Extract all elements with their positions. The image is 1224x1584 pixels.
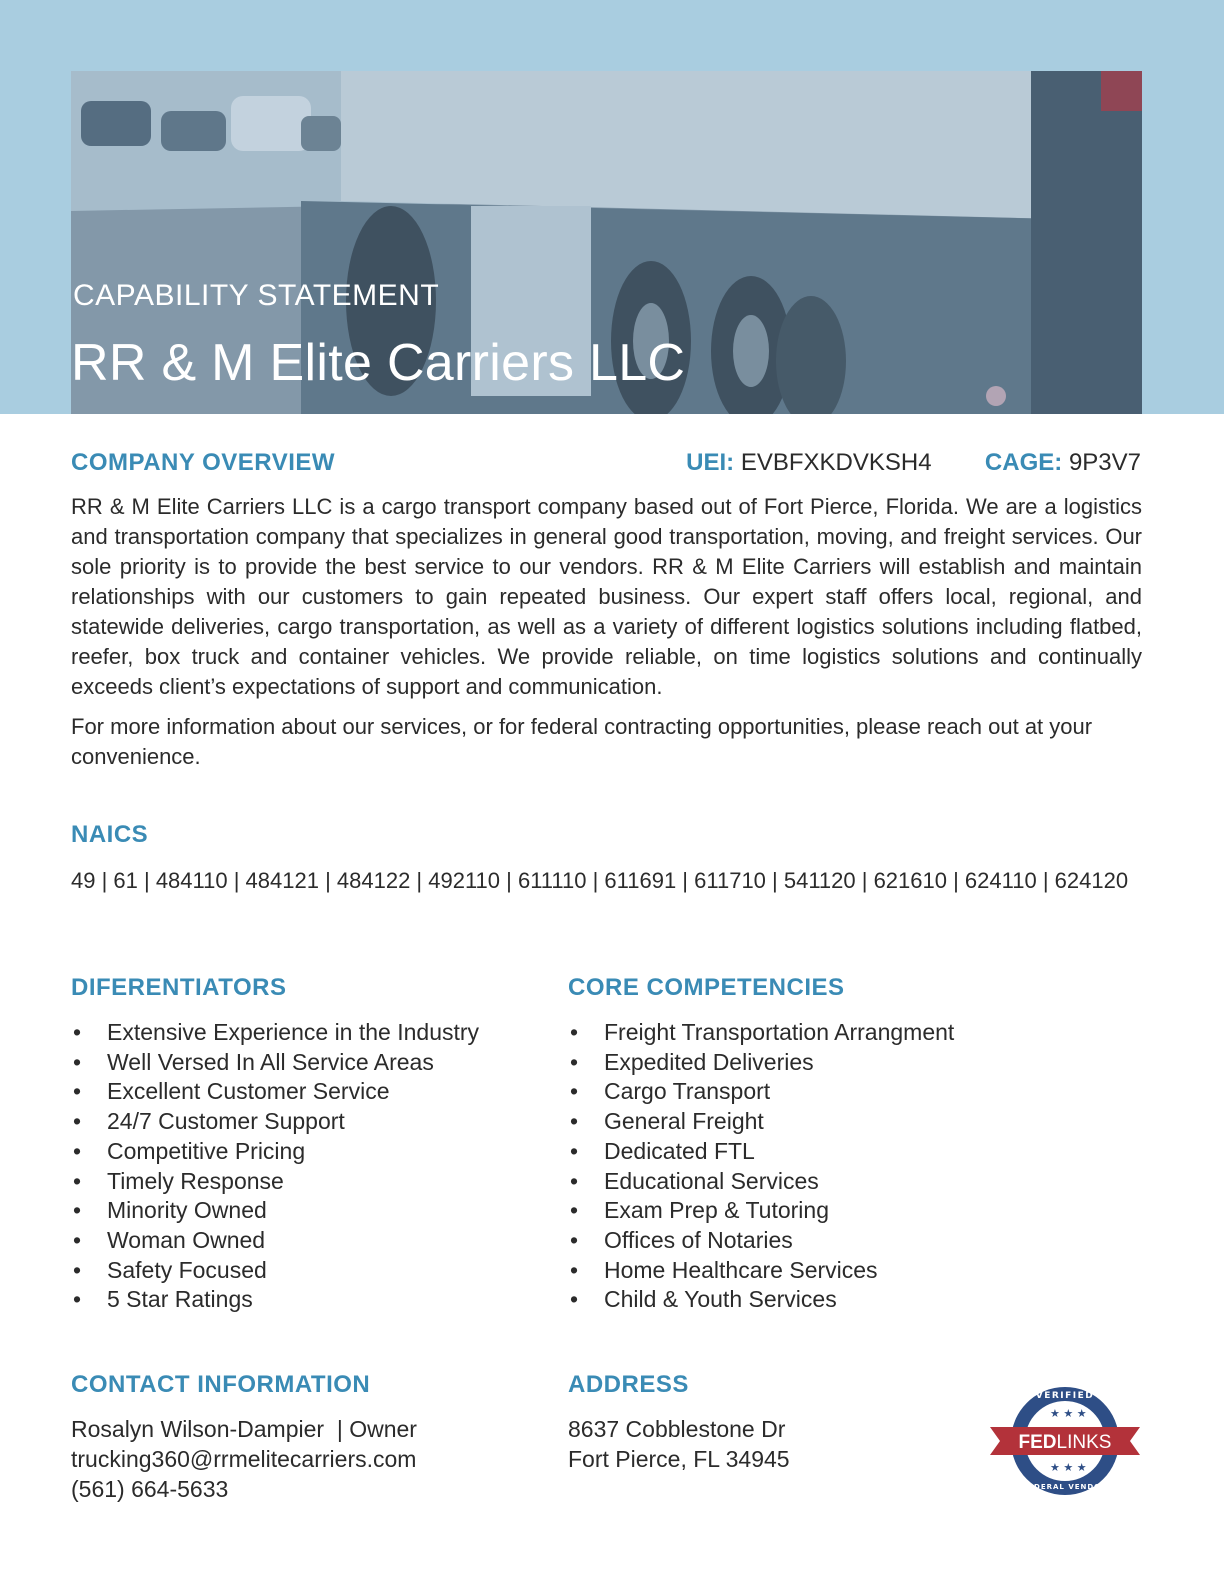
badge-brand-bold: FED [1018, 1432, 1057, 1453]
list-item: • Excellent Customer Service [71, 1077, 541, 1107]
contact-name-role: Rosalyn Wilson-Dampier | Owner [71, 1416, 417, 1442]
list-item: • Timely Response [71, 1167, 541, 1197]
contact-information-heading: CONTACT INFORMATION [71, 1371, 371, 1398]
star-icon: ★ ★ ★ [1050, 1407, 1087, 1420]
cage-label: CAGE: [984, 449, 1063, 476]
list-item: • Offices of Notaries [568, 1226, 1068, 1256]
competencies-list [568, 1018, 1068, 1315]
naics-heading: NAICS [71, 821, 149, 848]
address-line1: 8637 Cobblestone Dr [568, 1416, 786, 1442]
list-item: • Competitive Pricing [71, 1137, 541, 1167]
list-item: • Home Healthcare Services [568, 1256, 1068, 1286]
star-icon: ★ ★ ★ [1050, 1461, 1087, 1474]
list-item: • 24/7 Customer Support [71, 1107, 541, 1137]
list-item: • Extensive Experience in the Industry [71, 1018, 541, 1048]
list-item: • Freight Transportation Arrangment [568, 1018, 1068, 1048]
list-item: • Dedicated FTL [568, 1137, 1068, 1167]
badge-brand [1019, 1432, 1112, 1453]
company-title: RR & M Elite Carriers LLC [71, 334, 686, 392]
list-item: • General Freight [568, 1107, 1068, 1137]
list-item: • 5 Star Ratings [71, 1285, 541, 1315]
list-item: • Well Versed In All Service Areas [71, 1048, 541, 1078]
badge-bottom-text: FEDERAL VENDOR [1022, 1483, 1108, 1491]
list-item: • Child & Youth Services [568, 1285, 1068, 1315]
list-item: • Cargo Transport [568, 1077, 1068, 1107]
naics-codes: 49 | 61 | 484110 | 484121 | 484122 | 492110 | 611110 | 611691 | 611710 | 541120 | 621610 | 624110 | 624120 [71, 868, 1129, 893]
address-heading: ADDRESS [568, 1371, 689, 1398]
company-overview-heading: COMPANY OVERVIEW [71, 449, 336, 476]
contact-invitation-paragraph: For more information about our services, or for federal contracting opportunities, please reach out at your convenience. [71, 714, 1093, 769]
uei-value: EVBFXKDVKSH4 [740, 449, 932, 476]
uei-label: UEI: [686, 449, 735, 476]
core-competencies-heading: CORE COMPETENCIES [568, 974, 845, 1001]
list-item: • Safety Focused [71, 1256, 541, 1286]
address-line2: Fort Pierce, FL 34945 [568, 1446, 790, 1472]
contact-block [71, 1414, 531, 1504]
badge-brand-light: LINKS [1056, 1432, 1112, 1453]
hero-banner [71, 71, 1142, 414]
cage-value: 9P3V7 [1068, 449, 1141, 476]
list-item: • Exam Prep & Tutoring [568, 1196, 1068, 1226]
list-item: • Minority Owned [71, 1196, 541, 1226]
identifiers [686, 449, 1141, 477]
address-block [568, 1414, 928, 1474]
list-item: • Educational Services [568, 1167, 1068, 1197]
differentiators-heading: DIFERENTIATORS [71, 974, 287, 1001]
list-item: • Woman Owned [71, 1226, 541, 1256]
contact-phone[interactable]: (561) 664-5633 [71, 1476, 229, 1502]
list-item: • Expedited Deliveries [568, 1048, 1068, 1078]
contact-email[interactable]: trucking360@rrmelitecarriers.com [71, 1446, 417, 1472]
hero-kicker: CAPABILITY STATEMENT [73, 279, 440, 312]
overview-paragraph: RR & M Elite Carriers LLC is a cargo transport company based out of Fort Pierce, Florida. We are a logistics and transportation company that specializes in general good transportation, moving, and freight services. Our sole priority is to provide the best service to our vendors. RR & M Elite Carriers will establish and maintain relationships with our customers to gain repeated business. Our expert staff offers local, regional, and statewide deliveries, cargo transportation, as well as a variety of different logistics solutions including flatbed, reefer, box truck and container vehicles. We provide reliable, on time logistics solutions and continually exceeds client’s expectations of support and communication. [71, 494, 1142, 699]
badge-top-text: VERIFIED [1035, 1391, 1095, 1401]
differentiators-list [71, 1018, 541, 1315]
fedlinks-verified-badge [990, 1385, 1140, 1497]
